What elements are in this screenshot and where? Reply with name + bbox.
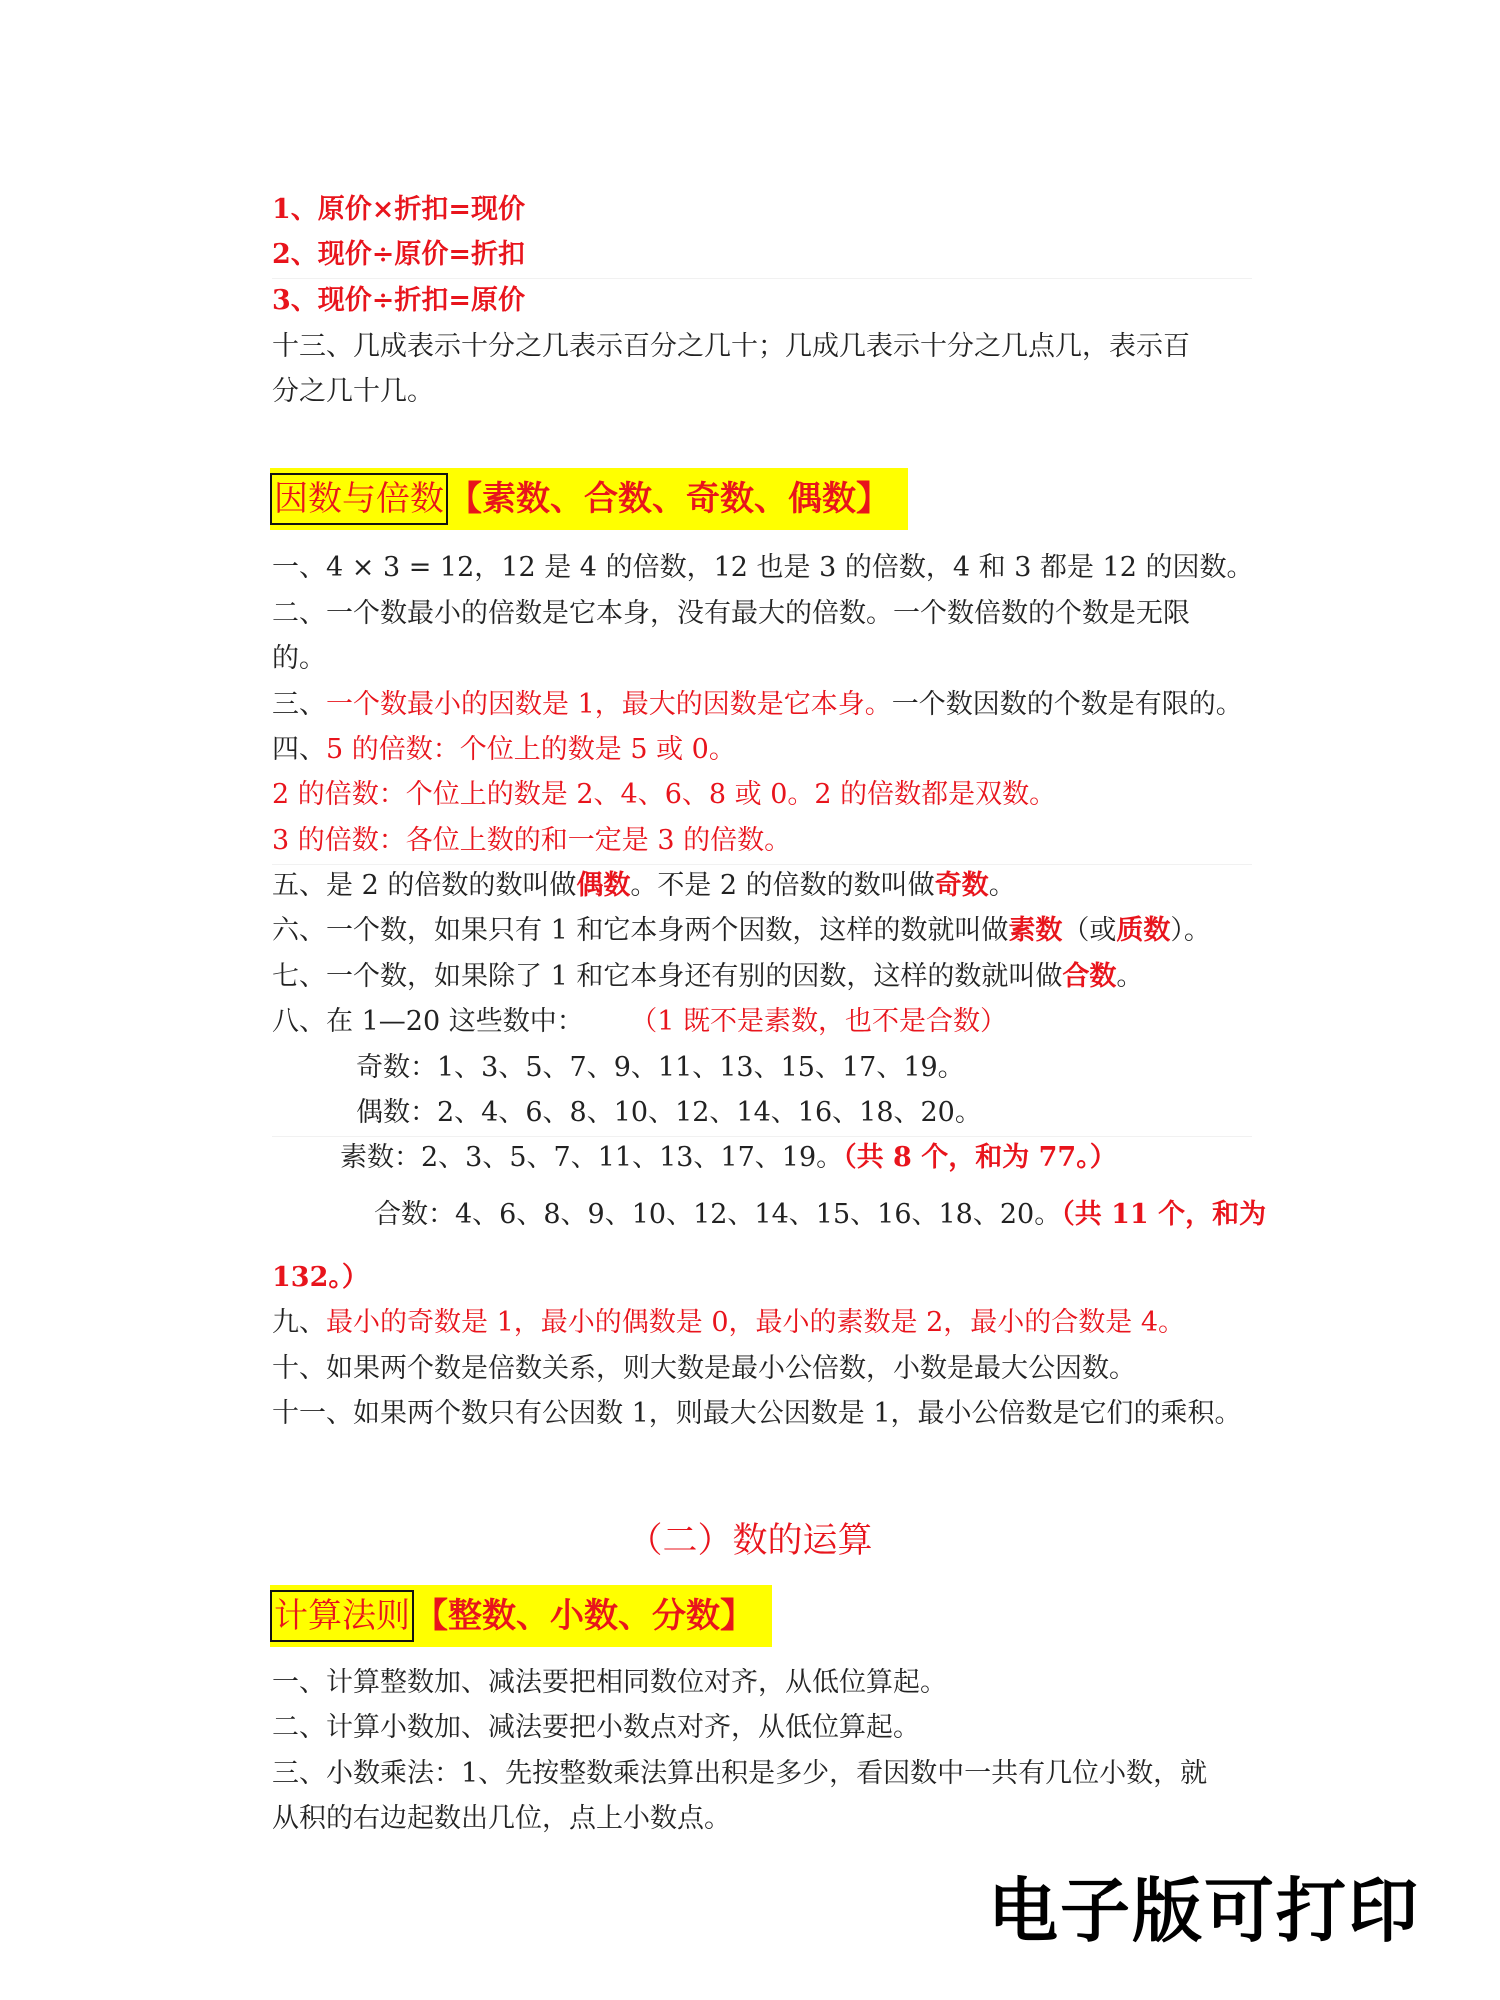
printable-watermark: 电子版可打印 xyxy=(988,1870,1420,1952)
divider xyxy=(272,1136,1252,1137)
paragraph-13-line2: 分之几十几。 xyxy=(272,376,434,407)
plain-text: 六、一个数，如果只有 1 和它本身两个因数，这样的数就叫做 xyxy=(272,915,1009,946)
plain-text: 五、是 2 的倍数的数叫做 xyxy=(272,870,577,901)
term-odd: 奇数 xyxy=(934,870,989,901)
term-prime-alt: 质数 xyxy=(1116,915,1171,946)
plain-text: ）。 xyxy=(1170,915,1211,946)
term-even: 偶数 xyxy=(576,870,631,901)
operations-line-2: 二、计算小数加、减法要把小数点对齐，从低位算起。 xyxy=(272,1712,920,1743)
highlighted-text: 一个数最小的因数是 1，最大的因数是它本身。 xyxy=(326,689,892,720)
factors-heading xyxy=(270,468,908,530)
highlighted-text: （1 既不是素数，也不是合数） xyxy=(643,1006,1007,1037)
term-composite: 合数 xyxy=(1062,961,1117,992)
highlighted-text: （共 11 个，和为 xyxy=(1061,1199,1267,1230)
operations-heading-title: 计算法则 xyxy=(270,1590,414,1642)
highlighted-text: （共 8 个，和为 77。） xyxy=(843,1142,1117,1173)
factors-line-4 xyxy=(272,730,1262,770)
section-title: （二）数的运算 xyxy=(627,1521,873,1561)
plain-text: 合数：4、6、8、9、10、12、14、15、16、18、20。 xyxy=(374,1199,1062,1230)
operations-heading xyxy=(270,1585,772,1647)
operations-line-3b: 从积的右边起数出几位，点上小数点。 xyxy=(272,1803,731,1834)
factors-line-8 xyxy=(272,1002,1262,1042)
composite-sum-continued: 132。） xyxy=(272,1262,369,1293)
factors-line-1: 一、4 × 3 = 12，12 是 4 的倍数，12 也是 3 的倍数，4 和 3 都是 12 的因数。 xyxy=(272,552,1254,583)
odd-numbers-list: 奇数：1、3、5、7、9、11、13、15、17、19。 xyxy=(356,1052,965,1083)
factors-heading-title: 因数与倍数 xyxy=(270,473,448,525)
discount-rule-2: 2、现价÷原价=折扣 xyxy=(272,239,526,270)
line-prefix: 四、 xyxy=(272,734,326,765)
operations-line-3a: 三、小数乘法：1、先按整数乘法算出积是多少，看因数中一共有几位小数，就 xyxy=(272,1758,1208,1789)
divider xyxy=(272,278,1252,279)
factors-line-2a: 二、一个数最小的倍数是它本身，没有最大的倍数。一个数倍数的个数是无限 xyxy=(272,598,1190,629)
factors-line-6 xyxy=(272,911,1262,951)
discount-rule-1: 1、原价×折扣=现价 xyxy=(272,194,526,225)
plain-text: 。 xyxy=(988,870,1016,901)
term-prime: 素数 xyxy=(1008,915,1063,946)
factors-line-4b: 2 的倍数：个位上的数是 2、4、6、8 或 0。2 的倍数都是双数。 xyxy=(272,779,1057,810)
factors-line-11: 十一、如果两个数只有公因数 1，则最大公因数是 1，最小公倍数是它们的乘积。 xyxy=(272,1398,1242,1429)
composite-numbers-list xyxy=(374,1195,1364,1235)
plain-text: 素数：2、3、5、7、11、13、17、19。 xyxy=(340,1142,844,1173)
plain-text: 一个数因数的个数是有限的。 xyxy=(891,689,1243,720)
highlighted-text: 最小的奇数是 1，最小的偶数是 0，最小的素数是 2，最小的合数是 4。 xyxy=(326,1307,1186,1338)
plain-text: 。不是 2 的倍数的数叫做 xyxy=(630,870,935,901)
factors-line-9 xyxy=(272,1303,1262,1343)
divider xyxy=(272,864,1252,865)
plain-text: 。 xyxy=(1116,961,1144,992)
factors-line-7 xyxy=(272,957,1262,997)
plain-text: 八、在 1—20 这些数中： xyxy=(272,1006,584,1037)
plain-text: 七、一个数，如果除了 1 和它本身还有别的因数，这样的数就叫做 xyxy=(272,961,1063,992)
even-numbers-list: 偶数：2、4、6、8、10、12、14、16、18、20。 xyxy=(356,1097,982,1128)
operations-heading-keywords: 【整数、小数、分数】 xyxy=(414,1596,754,1636)
factors-line-2b: 的。 xyxy=(272,643,326,674)
line-prefix: 三、 xyxy=(272,689,326,720)
paragraph-13-line1: 十三、几成表示十分之几表示百分之几十；几成几表示十分之几点几，表示百 xyxy=(272,331,1190,362)
prime-numbers-list xyxy=(340,1138,1330,1178)
factors-heading-keywords: 【素数、合数、奇数、偶数】 xyxy=(448,479,890,519)
line-prefix: 九、 xyxy=(272,1307,326,1338)
factors-line-10: 十、如果两个数是倍数关系，则大数是最小公倍数，小数是最大公因数。 xyxy=(272,1353,1136,1384)
factors-line-3 xyxy=(272,685,1262,725)
factors-line-4c: 3 的倍数：各位上数的和一定是 3 的倍数。 xyxy=(272,825,792,856)
plain-text: （或 xyxy=(1062,915,1117,946)
discount-rule-3: 3、现价÷折扣=原价 xyxy=(272,285,526,316)
operations-line-1: 一、计算整数加、减法要把相同数位对齐，从低位算起。 xyxy=(272,1667,947,1698)
highlighted-text: 5 的倍数：个位上的数是 5 或 0。 xyxy=(326,734,736,765)
factors-line-5 xyxy=(272,866,1262,906)
